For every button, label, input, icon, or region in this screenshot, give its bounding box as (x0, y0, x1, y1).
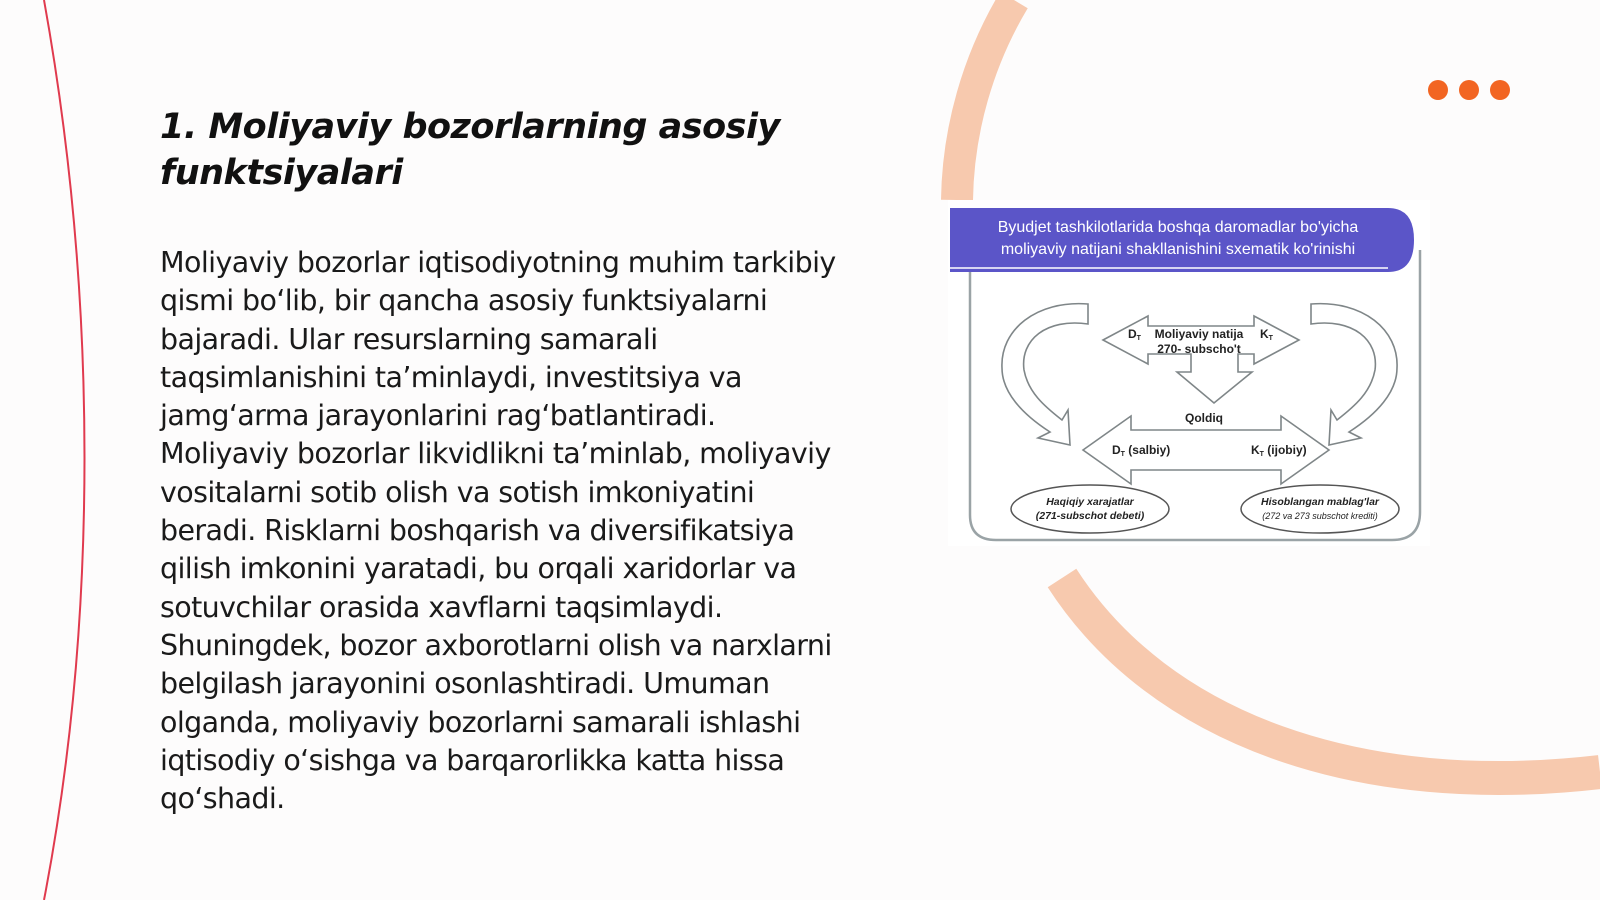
dot-3 (1490, 80, 1510, 100)
left-ellipse (1011, 485, 1169, 533)
left-ellipse-line1: Haqiqiy xarajatlar (1046, 496, 1134, 508)
decorative-arc-bottom (1062, 578, 1600, 778)
top-arrow-center-line2: 270- subscho't (1157, 342, 1241, 356)
banner-text-line2: moliyaviy natijani shakllanishini sxematik ko'rinishi (1000, 241, 1356, 258)
right-ellipse-line1: Hisoblangan mablag'lar (1260, 496, 1380, 508)
left-curved-line (44, 0, 85, 900)
bottom-arrow-label: Qoldiq (1185, 411, 1223, 425)
financial-result-diagram (948, 200, 1430, 546)
slide-title: 1. Moliyaviy bozorlarning asosiy funktsiyalari (160, 107, 780, 193)
slide-paragraph: Moliyaviy bozorlar iqtisodiyotning muhim tarkibiy qismi bo‘lib, bir qancha asosiy funktsiyalarni bajaradi. Ular resurslarning samarali taqsimlanishini ta’minlaydi, investitsiya va jamg‘arma jarayonlarini rag‘batlantiradi. Moliyaviy bozorlar likvidlikni ta’minlab, moliyaviy vositalarni sotib olish va sotish imkoniyatini beradi. Risklarni boshqarish va diversifikatsiya qilish imkonini yaratadi, bu orqali xaridorlar va sotuvchilar orasida xavflarni taqsimlaydi. Shuningdek, bozor axborotlarni olish va narxlarni belgilash jarayonini osonlashtiradi. Umuman olganda, moliyaviy bozorlarni samarali ishlashi iqtisodiy o‘sishga va barqarorlikka katta hissa qo‘shadi. (160, 246, 836, 816)
top-arrow-left-label: DT (1128, 327, 1141, 342)
top-arrow-center-line1: Moliyaviy natija (1154, 327, 1244, 341)
right-ellipse-line2: (272 va 273 subschot krediti) (1262, 511, 1378, 521)
diagram-banner (950, 208, 1414, 272)
left-ellipse-line2: (271-subschot debeti) (1035, 510, 1145, 522)
bottom-arrow-left-label: DT (salbiy) (1112, 443, 1171, 458)
banner-text-line1: Byudjet tashkilotlarida boshqa daromadlar bo'yicha (997, 219, 1359, 236)
dot-2 (1459, 80, 1479, 100)
dot-1 (1428, 80, 1448, 100)
bottom-arrow-right-label: KT (ijobiy) (1251, 443, 1307, 458)
right-ellipse (1241, 485, 1399, 533)
decorative-arc-top (957, 0, 1014, 200)
top-arrow-right-label: KT (1260, 327, 1273, 342)
